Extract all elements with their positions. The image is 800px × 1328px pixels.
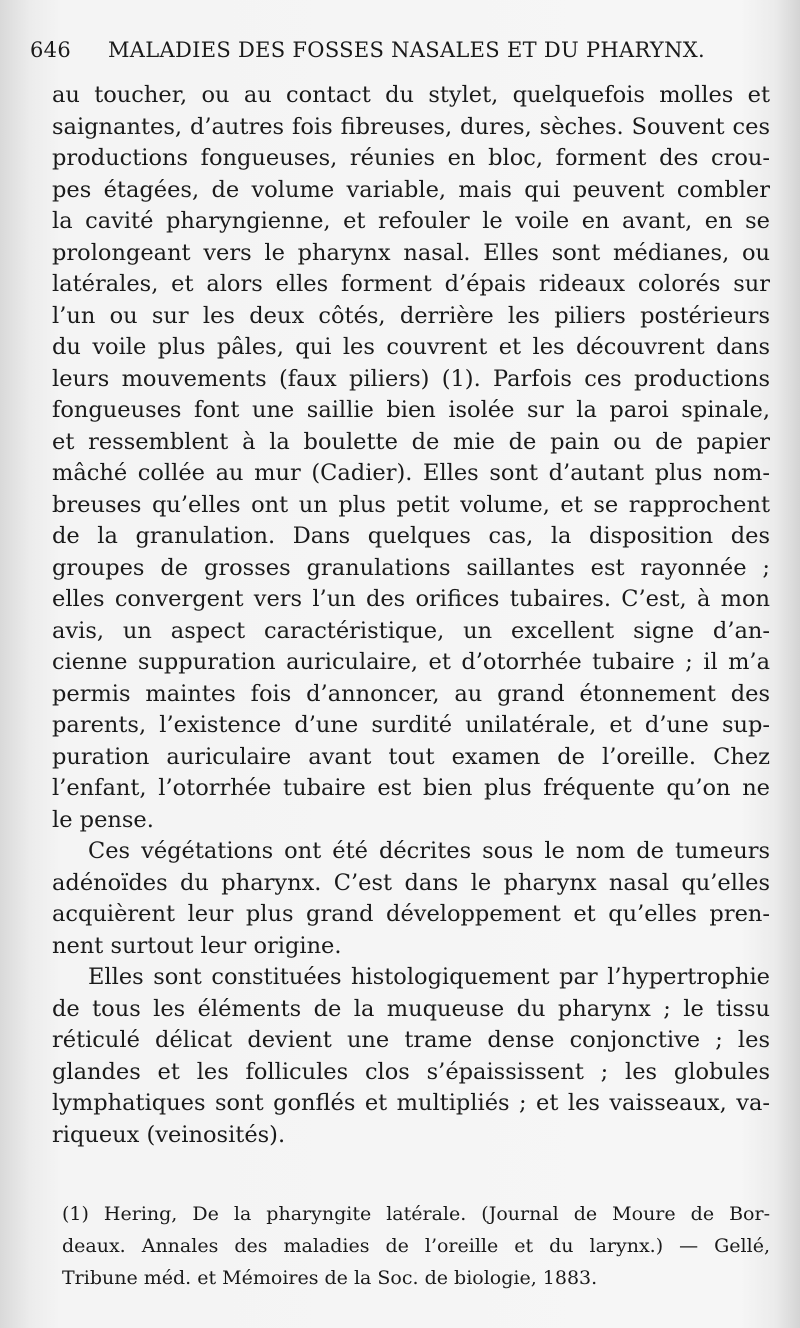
text-line: de tous les éléments de la muqueuse du pharynx ; le tissu <box>52 995 770 1022</box>
text-line: nent surtout leur origine. <box>52 932 342 959</box>
running-header <box>30 38 710 74</box>
text-line: elles convergent vers l’un des orifices tubaires. C’est, à mon <box>52 586 770 612</box>
footnote-line: deaux. Annales des maladies de l’oreille et du larynx.) — Gellé, <box>62 1235 770 1257</box>
text-line: saignantes, d’autres fois fibreuses, dures, sèches. Souvent ces <box>52 113 770 140</box>
text-line: l’enfant, l’otorrhée tubaire est bien plus fréquente qu’on ne <box>52 775 770 801</box>
text-line: acquièrent leur plus grand développement et qu’elles pren- <box>52 901 770 927</box>
text-line: mâché collée au mur (Cadier). Elles sont d’autant plus nom- <box>52 460 770 486</box>
text-line: puration auriculaire avant tout examen de l’oreille. Chez <box>52 743 770 770</box>
body-text <box>52 80 770 1151</box>
text-line: latérales, et alors elles forment d’épais rideaux colorés sur <box>52 271 770 297</box>
text-line: pes étagées, de volume variable, mais qui peuvent combler <box>52 176 770 203</box>
text-line: breuses qu’elles ont un plus petit volume, et se rapprochent <box>52 491 770 518</box>
text-line: glandes et les follicules clos s’épaississent ; les globules <box>52 1058 770 1085</box>
text-line: groupes de grosses granulations saillantes est rayonnée ; <box>52 554 770 581</box>
text-line: Ces végétations ont été décrites sous le nom de tumeurs <box>88 838 770 864</box>
text-line: la cavité pharyngienne, et refouler le voile en avant, en se <box>52 208 770 234</box>
running-title: MALADIES DES FOSSES NASALES ET DU PHARYNX. <box>108 38 706 62</box>
text-line: au toucher, ou au contact du stylet, quelquefois molles et <box>52 82 770 108</box>
text-line: riqueux (veinosités). <box>52 1121 286 1148</box>
text-line: avis, un aspect caractéristique, un excellent signe d’an- <box>52 617 770 644</box>
footnote-line: (1) Hering, De la pharyngite latérale. (Journal de Moure de Bor- <box>62 1203 770 1225</box>
text-line: réticulé délicat devient une trame dense conjonctive ; les <box>52 1027 770 1053</box>
text-line: Elles sont constituées histologiquement par l’hypertrophie <box>88 964 770 990</box>
page-number: 646 <box>30 38 71 62</box>
text-line: adénoïdes du pharynx. C’est dans le pharynx nasal qu’elles <box>52 869 770 896</box>
footnote <box>62 1198 770 1294</box>
text-line: du voile plus pâles, qui les couvrent et les découvrent dans <box>52 334 770 360</box>
text-line: productions fongueuses, réunies en bloc, forment des crou- <box>52 145 770 171</box>
text-line: parents, l’existence d’une surdité unilatérale, et d’une sup- <box>52 712 770 738</box>
text-line: lymphatiques sont gonflés et multipliés ; et les vaisseaux, va- <box>52 1090 770 1116</box>
text-line: fongueuses font une saillie bien isolée sur la paroi spinale, <box>52 397 770 423</box>
text-line: l’un ou sur les deux côtés, derrière les piliers postérieurs <box>52 302 770 329</box>
text-line: permis maintes fois d’annoncer, au grand étonnement des <box>52 680 770 707</box>
text-line: et ressemblent à la boulette de mie de pain ou de papier <box>52 428 770 455</box>
footnote-line: Tribune méd. et Mémoires de la Soc. de biologie, 1883. <box>62 1267 598 1289</box>
text-line: le pense. <box>52 806 154 833</box>
text-line: de la granulation. Dans quelques cas, la disposition des <box>52 523 770 549</box>
text-line: cienne suppuration auriculaire, et d’otorrhée tubaire ; il m’a <box>52 649 770 675</box>
text-line: leurs mouvements (faux piliers) (1). Parfois ces productions <box>52 365 770 392</box>
text-line: prolongeant vers le pharynx nasal. Elles sont médianes, ou <box>52 239 770 266</box>
